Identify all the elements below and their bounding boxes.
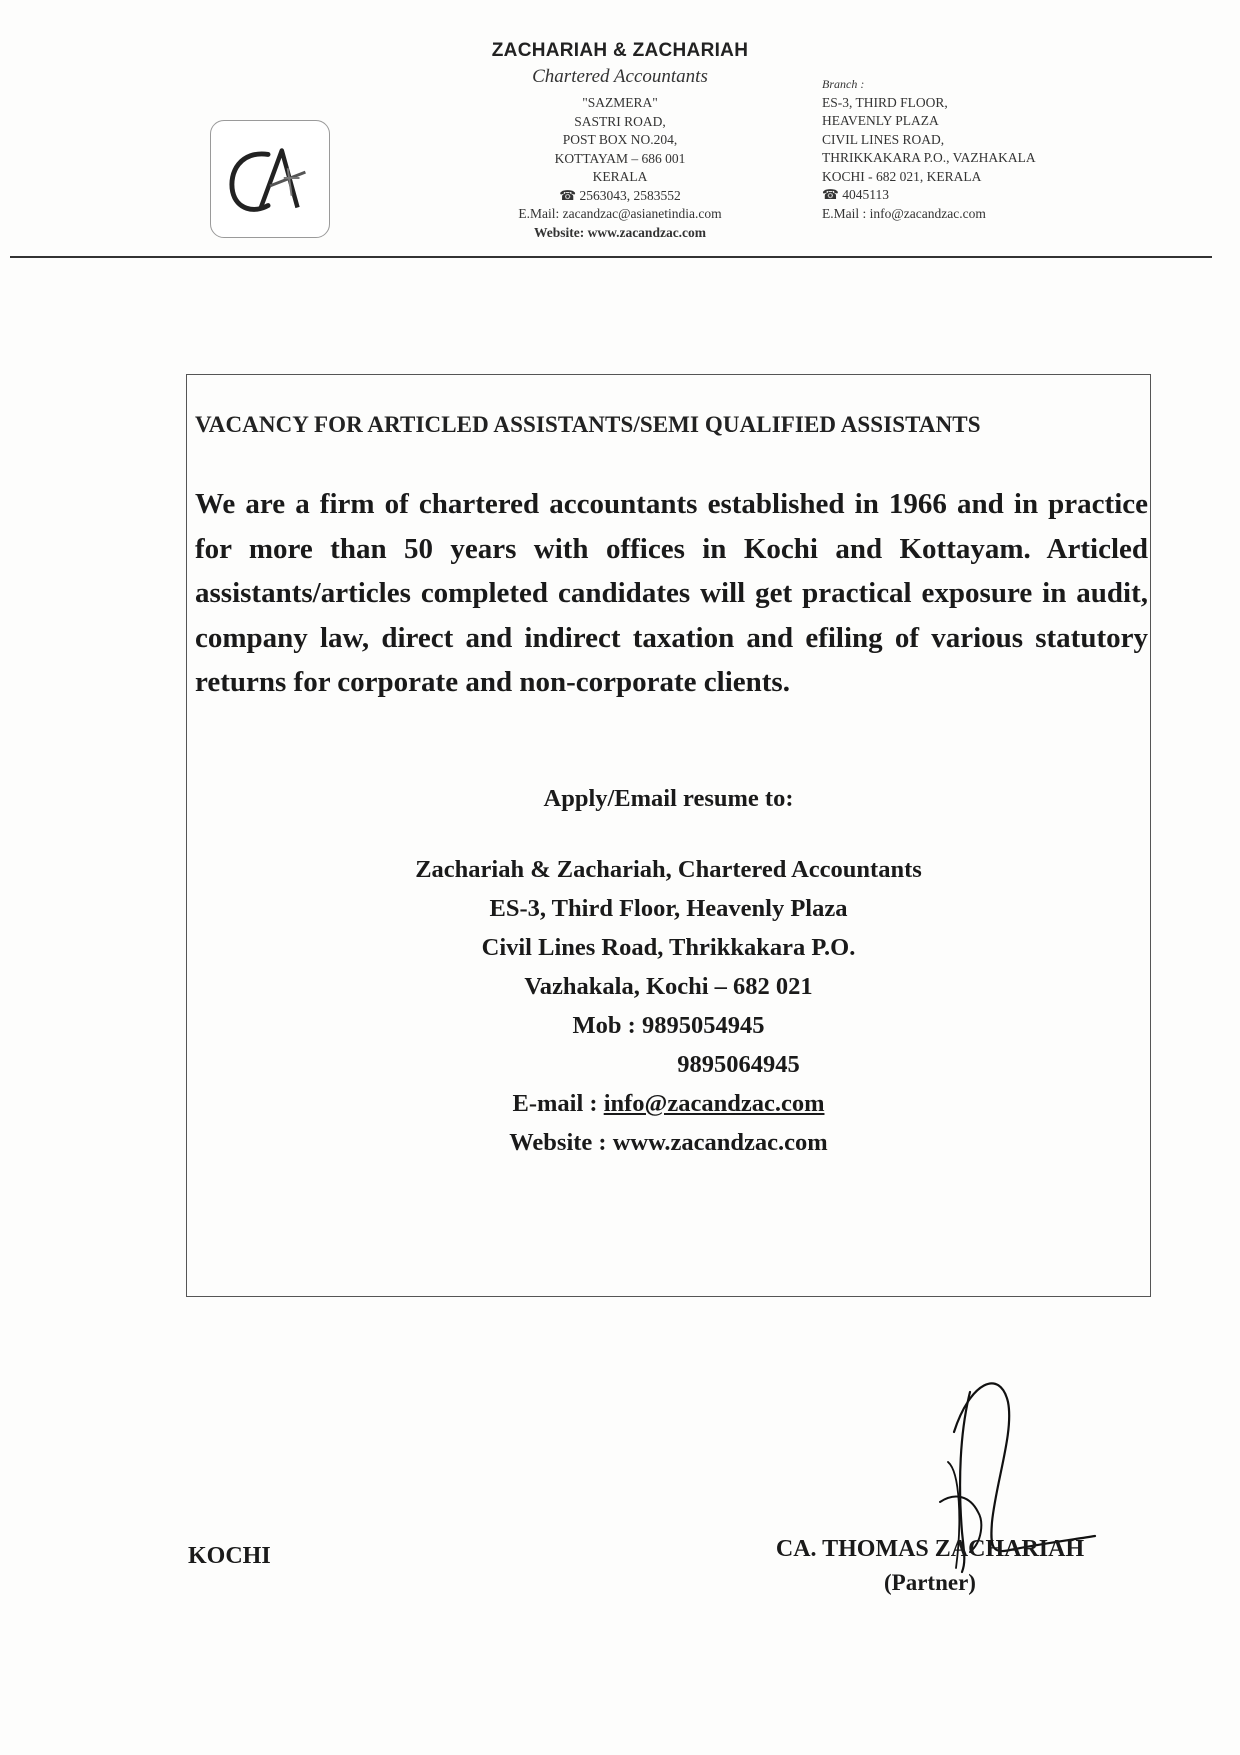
head-office-line: KERALA bbox=[592, 169, 648, 184]
head-office-line: "SAZMERA" bbox=[582, 95, 658, 110]
firm-logo bbox=[210, 120, 330, 238]
notice-title: VACANCY FOR ARTICLED ASSISTANTS/SEMI QUALIFIED ASSISTANTS bbox=[195, 412, 981, 437]
place: KOCHI bbox=[188, 1543, 271, 1569]
head-office-phone-row bbox=[400, 187, 840, 206]
address-line: Civil Lines Road, Thrikkakara P.O. bbox=[481, 934, 856, 961]
website-row: Website : www.zacandzac.com bbox=[509, 1129, 828, 1156]
branch-line: ES-3, THIRD FLOOR, bbox=[822, 94, 948, 110]
mobile-number: Mob : 9895054945 bbox=[572, 1012, 765, 1039]
branch-email: E.Mail : info@zacandzac.com bbox=[822, 205, 986, 221]
head-office-email: E.Mail: zacandzac@asianetindia.com bbox=[518, 206, 722, 221]
signer-name: CA. THOMAS ZACHARIAH bbox=[775, 1536, 1085, 1562]
branch-heading: Branch : bbox=[822, 77, 865, 91]
email-row bbox=[186, 1084, 1151, 1123]
telephone-icon: ☎ bbox=[822, 187, 839, 202]
branch-line: THRIKKAKARA P.O., VAZHAKALA bbox=[822, 150, 1036, 165]
head-office-line: KOTTAYAM – 686 001 bbox=[554, 150, 686, 166]
ca-logo-icon bbox=[211, 121, 329, 237]
header-divider bbox=[10, 256, 1212, 258]
email-link[interactable]: info@zacandzac.com bbox=[603, 1090, 825, 1117]
contact-address bbox=[186, 850, 1151, 1162]
branch-line: KOCHI - 682 021, KERALA bbox=[822, 168, 982, 184]
address-line: Vazhakala, Kochi – 682 021 bbox=[524, 973, 813, 1000]
notice-body: We are a firm of chartered accountants established in 1966 and in practice for more than 50 years with offices in Kochi and Kottayam. Articled assistants/articles completed candidates will get practical exposure in audit, company law, direct and indirect taxation and efiling of various statutory returns for corporate and non-corporate clients. bbox=[195, 488, 1148, 698]
address-line: Zachariah & Zachariah, Chartered Accountants bbox=[415, 856, 922, 883]
head-office-line: POST BOX NO.204, bbox=[562, 132, 678, 147]
branch-line: CIVIL LINES ROAD, bbox=[822, 131, 945, 147]
signer-role: (Partner) bbox=[884, 1570, 976, 1595]
branch-phone-row bbox=[822, 186, 1142, 205]
telephone-icon: ☎ bbox=[559, 187, 577, 203]
apply-label: Apply/Email resume to: bbox=[543, 785, 794, 812]
head-office-phone: 2563043, 2583552 bbox=[579, 187, 681, 203]
head-office-line: SASTRI ROAD, bbox=[574, 113, 666, 129]
branch-line: HEAVENLY PLAZA bbox=[822, 113, 939, 128]
address-line: ES-3, Third Floor, Heavenly Plaza bbox=[489, 895, 848, 922]
firm-name: ZACHARIAH & ZACHARIAH bbox=[491, 40, 749, 61]
email-label: E-mail : bbox=[512, 1090, 604, 1117]
mobile-number-2: 9895064945 bbox=[677, 1051, 800, 1078]
branch-phone: 4045113 bbox=[842, 187, 889, 202]
firm-subtitle: Chartered Accountants bbox=[532, 66, 708, 87]
branch-address bbox=[822, 75, 1142, 223]
head-office-address bbox=[400, 94, 840, 242]
head-office-website: Website: www.zacandzac.com bbox=[533, 224, 707, 240]
